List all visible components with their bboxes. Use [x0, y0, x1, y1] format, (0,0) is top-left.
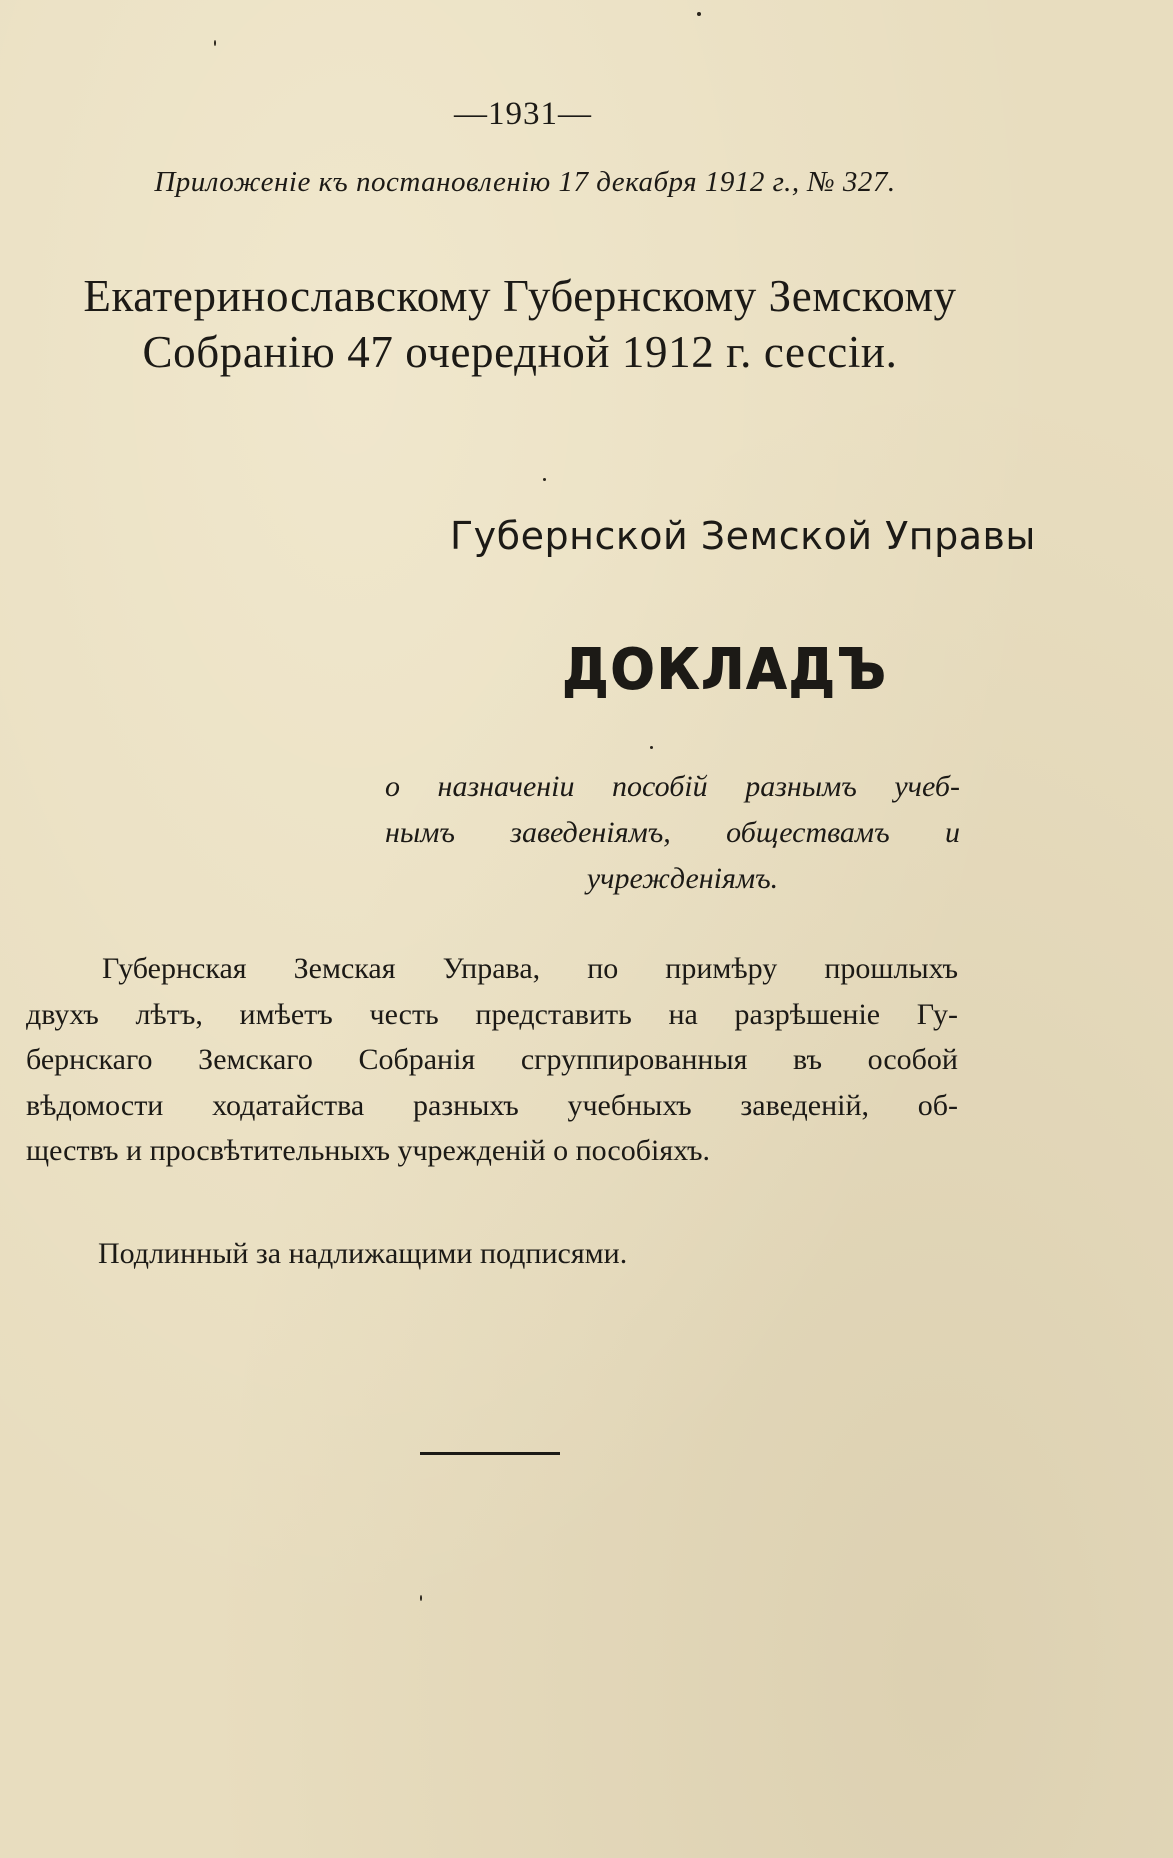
paper-speck: [214, 40, 216, 46]
signature-note: Подлинный за надлижащими подписями.: [98, 1237, 628, 1270]
addressee-line-2: Собранію 47 очередной 1912 г. сессіи.: [142, 327, 898, 377]
body-line-3: бернскаго Земскаго Собранія сгруппированныя въ особой: [26, 1043, 958, 1076]
report-subject: [385, 764, 960, 902]
page-number: —1931—: [454, 96, 592, 132]
report-title: [560, 638, 890, 703]
addressee-line-1: Екатеринославскому Губернскому Земскому: [83, 271, 957, 321]
subject-line-3: учрежденіямъ.: [586, 862, 779, 895]
report-title-text: ДОКЛАДЪ: [562, 637, 888, 703]
paper-speck: [697, 12, 701, 16]
body-line-1: Губернская Земская Управа, по примѣру прошлыхъ: [102, 952, 958, 985]
closing-divider: [420, 1452, 560, 1455]
body-line-5: ществъ и просвѣтительныхъ учрежденій о пособіяхъ.: [26, 1134, 711, 1167]
subject-line-2: нымъ заведеніямъ, обществамъ и: [385, 816, 960, 849]
body-paragraph: [26, 946, 958, 1174]
paper-speck: [543, 478, 546, 481]
paper-speck: [650, 746, 653, 749]
paper-speck: [420, 1595, 422, 1601]
subject-line-1: о назначеніи пособій разнымъ учеб-: [385, 770, 960, 803]
addressee-heading: [20, 268, 1020, 380]
body-line-2: двухъ лѣтъ, имѣетъ честь представить на разрѣшеніе Гу-: [26, 997, 958, 1031]
body-line-4: вѣдомости ходатайства разныхъ учебныхъ заведеній, об-: [26, 1088, 958, 1122]
issuer-heading: Губернской Земской Управы: [450, 514, 1036, 558]
appendix-note: Приложеніе къ постановленію 17 декабря 1912 г., № 327.: [154, 166, 896, 198]
